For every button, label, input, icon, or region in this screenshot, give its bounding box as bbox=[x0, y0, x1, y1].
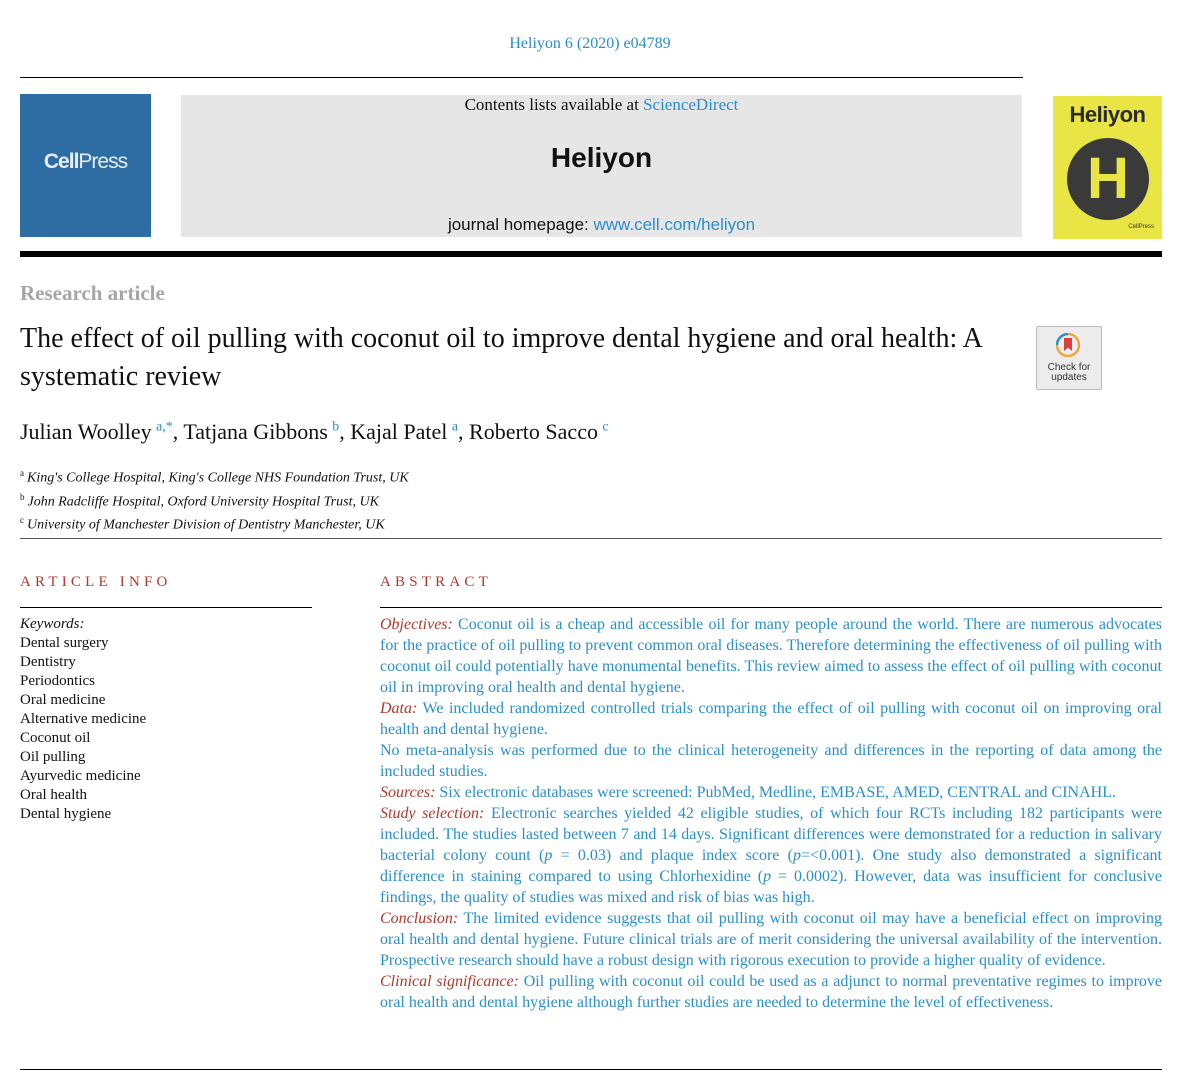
citation bbox=[0, 35, 1180, 53]
check-for-updates-text bbox=[1037, 363, 1101, 383]
section-rule bbox=[20, 538, 1162, 539]
footer-rule bbox=[20, 1069, 1162, 1070]
keyword-item: Ayurvedic medicine bbox=[20, 768, 141, 784]
article-info-rule bbox=[20, 607, 312, 608]
sciencedirect-link[interactable]: ScienceDirect bbox=[643, 95, 739, 114]
p-symbol: p bbox=[544, 847, 553, 864]
author-list bbox=[20, 419, 609, 445]
objectives-label: Objectives: bbox=[380, 616, 453, 633]
affiliation-text: John Radcliffe Hospital, Oxford University Hospital Trust, UK bbox=[27, 494, 379, 510]
p-symbol: p bbox=[793, 847, 802, 864]
homepage-prefix: journal homepage: bbox=[447, 215, 594, 234]
p-symbol: p bbox=[763, 868, 772, 885]
keywords-list bbox=[20, 615, 146, 824]
homepage-line bbox=[181, 215, 1022, 235]
conclusion-label: Conclusion: bbox=[380, 910, 459, 927]
study-selection-label: Study selection: bbox=[380, 805, 485, 822]
cover-letter: H bbox=[1087, 146, 1129, 211]
check-updates-line2: updates bbox=[1051, 372, 1087, 383]
sources-label: Sources: bbox=[380, 784, 436, 801]
affiliation-text: King's College Hospital, King's College NHS Foundation Trust, UK bbox=[27, 470, 409, 486]
affiliations bbox=[20, 464, 409, 535]
article-info-heading: ARTICLE INFO bbox=[20, 574, 172, 590]
abstract-rule bbox=[380, 607, 1162, 608]
abstract-clinical-significance bbox=[380, 971, 1162, 1013]
author-separator: , bbox=[339, 419, 351, 444]
header-rule bbox=[20, 77, 1023, 78]
conclusion-text: The limited evidence suggests that oil pulling with coconut oil may have a beneficial effect on improving oral health and dental hygiene. Future clinical trials are of merit considering the universal availability of the intervention. Prospective research should have a robust design with rigorous execution to provide a higher quality of evidence. bbox=[380, 910, 1162, 969]
homepage-link[interactable]: www.cell.com/heliyon bbox=[593, 215, 756, 234]
objectives-text: Coconut oil is a cheap and accessible oil for many people around the world. There are numerous advocates for the practice of oil pulling to prevent common oral diseases. Therefore determining the effectiveness of oil pulling with coconut oil could potentially have monumental benefits. This review aimed to assess the effect of oil pulling with coconut oil in improving oral health and dental hygiene. bbox=[380, 616, 1163, 696]
affiliation-text: University of Manchester Division of Dentistry Manchester, UK bbox=[27, 517, 385, 533]
cellpress-logo-bold: Cell bbox=[43, 150, 79, 173]
clinical-significance-label: Clinical significance: bbox=[380, 973, 519, 990]
citation-link[interactable]: Heliyon 6 (2020) e04789 bbox=[509, 35, 671, 52]
cellpress-logo-light: Press bbox=[78, 150, 128, 173]
abstract-objectives bbox=[380, 614, 1162, 698]
author-affiliation-mark[interactable]: a,* bbox=[156, 419, 173, 435]
author-separator: , bbox=[172, 419, 184, 444]
author-affiliation-mark[interactable]: a bbox=[451, 419, 459, 435]
bookmark-badge-icon bbox=[1056, 333, 1080, 357]
journal-banner bbox=[181, 95, 1022, 237]
affiliation-mark: b bbox=[20, 491, 25, 502]
study-text-4: = 0.0002). However, data was insufficient for conclusive findings, the quality of studies was mixed and risk of bias was high. bbox=[380, 868, 1163, 906]
cellpress-logo[interactable] bbox=[20, 94, 151, 237]
contents-prefix: Contents lists available at bbox=[464, 95, 644, 114]
author-name[interactable]: Roberto Sacco bbox=[469, 419, 598, 444]
author-name[interactable]: Kajal Patel bbox=[350, 419, 448, 444]
keyword-item: Oral medicine bbox=[20, 692, 106, 708]
check-for-updates-button[interactable] bbox=[1036, 326, 1102, 390]
study-text-3: =<0.001). One study also demonstrated a significant difference in staining compared to using Chlorhexidine ( bbox=[380, 847, 1162, 885]
abstract-body bbox=[380, 614, 1162, 1013]
study-text-1: Electronic searches yielded 42 eligible studies, of which four RCTs including 182 participants were included. The studies lasted between 7 and 14 days. Significant differences were demonstrated for a reduction in salivary bacterial colony count ( bbox=[380, 805, 1163, 864]
keyword-item: Dental hygiene bbox=[20, 806, 112, 822]
sources-text: Six electronic databases were screened: PubMed, Medline, EMBASE, AMED, CENTRAL and CINAHL. bbox=[439, 784, 1116, 801]
abstract-no-meta: No meta-analysis was performed due to the clinical heterogeneity and differences in the reporting of data among the included studies. bbox=[380, 742, 1162, 780]
author-affiliation-mark[interactable]: b bbox=[332, 419, 340, 435]
affiliation-item bbox=[20, 511, 409, 535]
keyword-item: Dental surgery bbox=[20, 635, 109, 651]
keyword-item: Oral health bbox=[20, 787, 88, 803]
affiliation-item bbox=[20, 464, 409, 488]
keywords-label: Keywords: bbox=[20, 616, 85, 632]
author-name[interactable]: Julian Woolley bbox=[20, 419, 152, 444]
keyword-item: Alternative medicine bbox=[20, 711, 147, 727]
clinical-significance-text: Oil pulling with coconut oil could be used as a adjunct to normal preventative regimes to improve oral health and dental hygiene although further studies are needed to determine the level of effectiveness. bbox=[380, 973, 1163, 1011]
abstract-data bbox=[380, 698, 1162, 740]
affiliation-mark: c bbox=[20, 515, 24, 526]
journal-name: Heliyon bbox=[550, 142, 653, 173]
keyword-item: Coconut oil bbox=[20, 730, 91, 746]
abstract-conclusion bbox=[380, 908, 1162, 971]
check-updates-line1: Check for bbox=[1047, 362, 1091, 373]
data-label: Data: bbox=[380, 700, 418, 717]
keyword-item: Periodontics bbox=[20, 673, 95, 689]
cover-publisher: CellPress bbox=[1128, 224, 1154, 230]
keyword-item: Oil pulling bbox=[20, 749, 86, 765]
article-title: The effect of oil pulling with coconut oil to improve dental hygiene and oral health: A systematic review bbox=[20, 323, 982, 392]
keyword-item: Dentistry bbox=[20, 654, 76, 670]
abstract-sources bbox=[380, 782, 1162, 803]
data-text: We included randomized controlled trials comparing the effect of oil pulling with coconut oil on improving oral health and dental hygiene. bbox=[380, 700, 1163, 738]
cover-title: Heliyon bbox=[1069, 102, 1146, 127]
study-text-2: = 0.03) and plaque index score ( bbox=[552, 847, 794, 864]
affiliation-mark: a bbox=[20, 468, 24, 478]
abstract-heading: ABSTRACT bbox=[380, 574, 492, 590]
thick-rule bbox=[20, 251, 1162, 257]
article-type: Research article bbox=[20, 281, 165, 305]
author-name[interactable]: Tatjana Gibbons bbox=[183, 419, 328, 444]
abstract-study-selection bbox=[380, 803, 1162, 908]
author-affiliation-mark[interactable]: c bbox=[602, 419, 609, 435]
affiliation-item bbox=[20, 488, 409, 512]
journal-cover[interactable] bbox=[1053, 96, 1162, 239]
contents-line bbox=[181, 95, 1022, 115]
author-separator: , bbox=[458, 419, 470, 444]
